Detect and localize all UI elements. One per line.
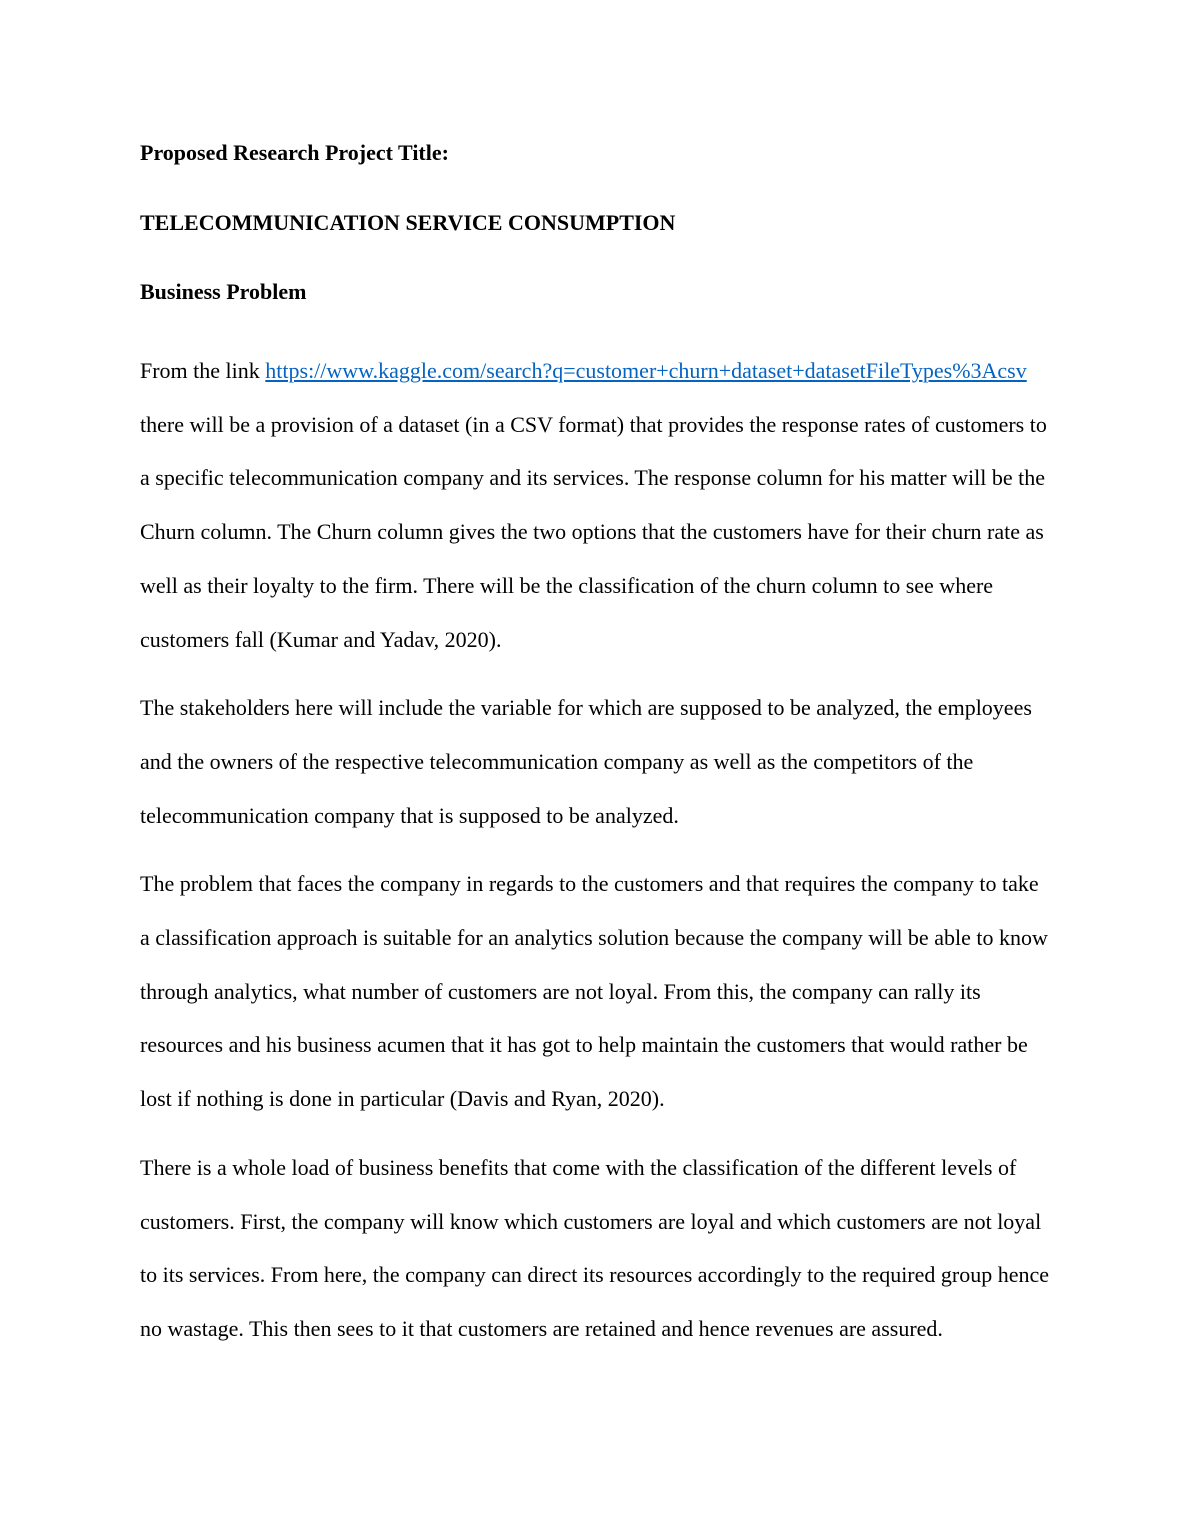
document-page (140, 136, 1052, 1371)
paragraph-problem: The problem that faces the company in regards to the customers and that requires the company to take a classification approach is suitable for an analytics solution because the company will be able to know through analytics, what number of customers are not loyal. From this, the company can rally its resources and his business acumen that it has got to help maintain the customers that would rather be lost if nothing is done in particular (Davis and Ryan, 2020). (140, 871, 1048, 1112)
paragraph-benefits: There is a whole load of business benefits that come with the classification of the different levels of customers. First, the company will know which customers are loyal and which customers are not loyal to its services. From here, the company can direct its resources accordingly to the required group hence no wastage. This then sees to it that customers are retained and hence revenues are assured. (140, 1154, 1050, 1341)
paragraph-lead-text: From the link (140, 358, 266, 383)
paragraph-dataset-description (140, 344, 1052, 666)
kaggle-dataset-link[interactable]: https://www.kaggle.com/search?q=customer+churn+dataset+datasetFileTypes%3Acsv (265, 358, 1027, 383)
document-title: Proposed Research Project Title: (140, 140, 449, 165)
paragraph-body-text: there will be a provision of a dataset (in a CSV format) that provides the response rates of customers to a specific telecommunication company and its services. The response column for his matter will be the Churn column. The Churn column gives the two options that the customers have for their churn rate as well as their loyalty to the firm. There will be the classification of the churn column to see where customers fall (Kumar and Yadav, 2020). (140, 411, 1047, 652)
project-title: TELECOMMUNICATION SERVICE CONSUMPTION (140, 210, 676, 235)
paragraph-stakeholders: The stakeholders here will include the variable for which are supposed to be analyzed, the employees and the owners of the respective telecommunication company as well as the competitors of the telecommunication company that is supposed to be analyzed. (140, 695, 1032, 828)
section-heading-business-problem: Business Problem (140, 279, 307, 304)
